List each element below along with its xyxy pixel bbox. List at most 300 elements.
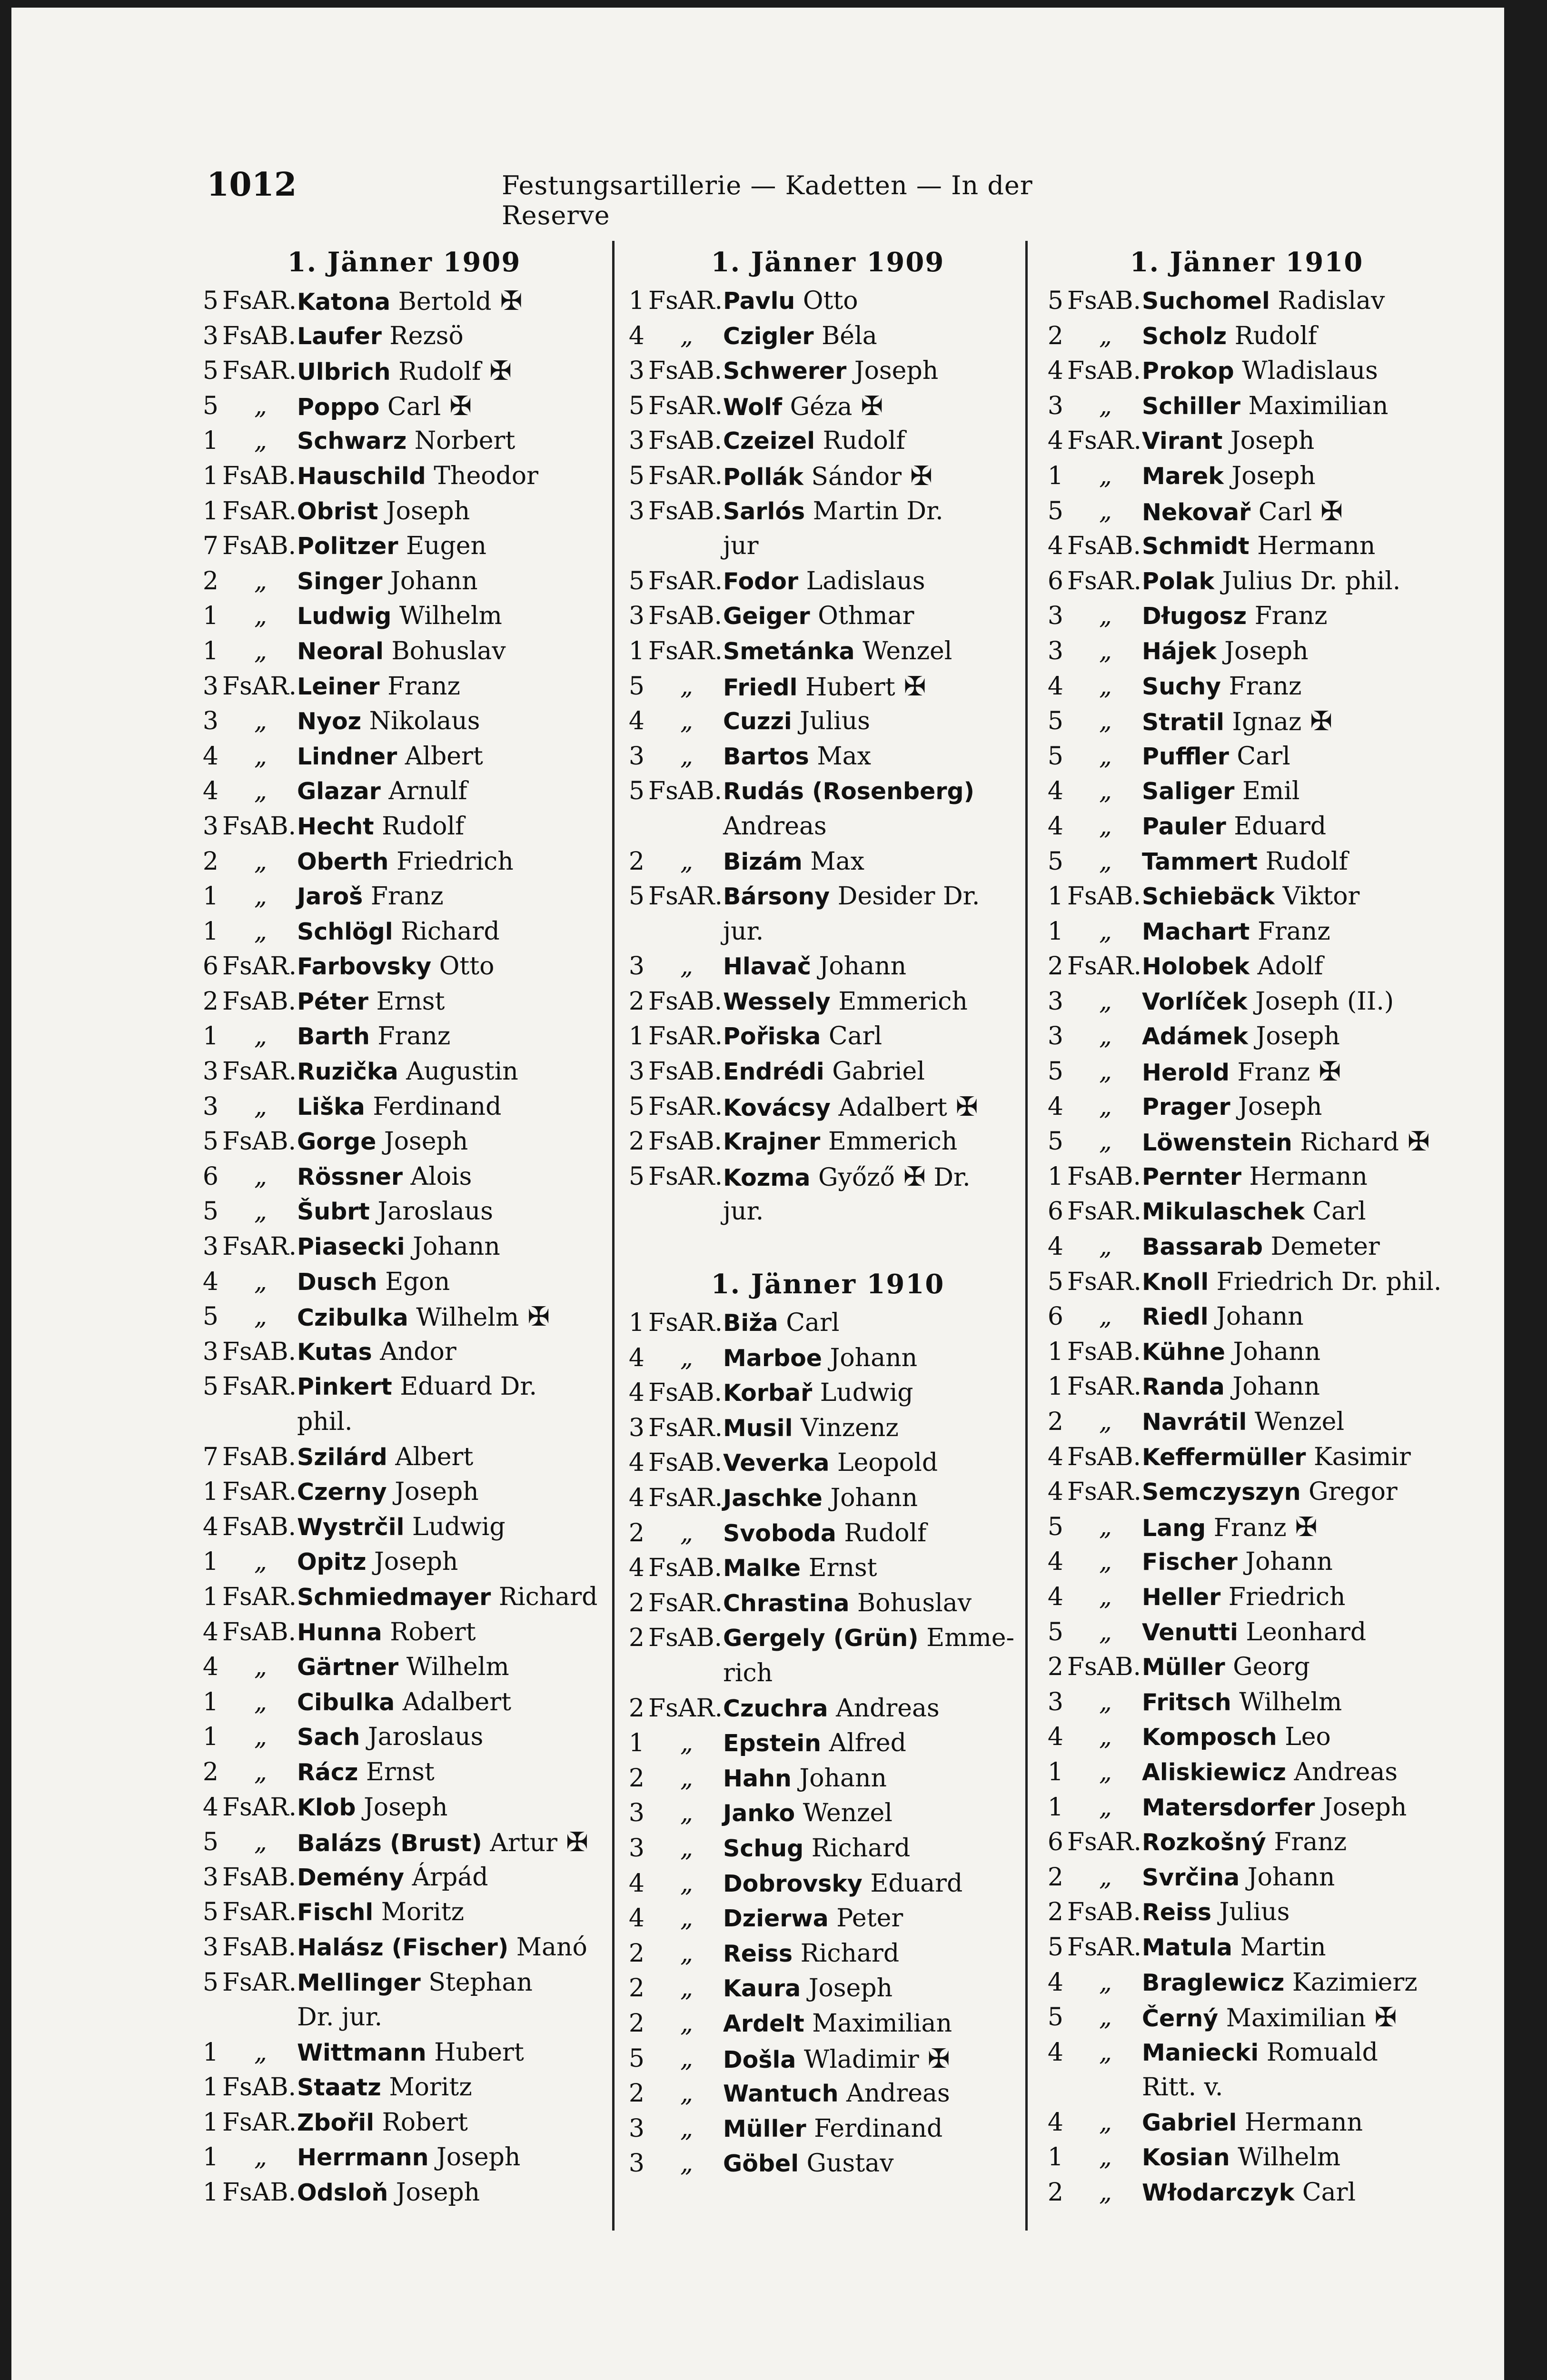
- section-heading: 1. Jänner 1910: [1130, 247, 1364, 278]
- unit-abbrev: FsAB.: [648, 1448, 723, 1478]
- unit-number: 5: [628, 391, 645, 420]
- entry-name: [723, 1551, 877, 1586]
- cross-icon: ✠: [1374, 2002, 1397, 2033]
- list-item: [199, 984, 609, 1020]
- unit-number: 5: [628, 566, 645, 595]
- list-item: [1044, 1054, 1449, 1090]
- list-item: [199, 389, 609, 424]
- ditto-mark: „: [254, 1022, 267, 1051]
- list-item: [199, 1825, 609, 1860]
- given-name: Romuald: [1266, 2038, 1378, 2067]
- given-name: Joseph: [1231, 461, 1316, 490]
- entry-name: [723, 2006, 952, 2042]
- surname: Malke: [723, 1555, 801, 1582]
- unit-number: 5: [202, 1968, 218, 1997]
- unit-number: 1: [1047, 917, 1063, 946]
- ditto-mark: „: [680, 1834, 693, 1863]
- given-name: Joseph: [1224, 636, 1309, 665]
- given-name: Viktor: [1282, 882, 1360, 911]
- surname: Gabriel: [1142, 2109, 1237, 2136]
- unit-abbrev: FsAR.: [222, 1372, 297, 1401]
- unit-number: 4: [1047, 2038, 1063, 2067]
- unit-abbrev: FsAR.: [1067, 1197, 1141, 1226]
- list-item: [625, 739, 1030, 774]
- unit-abbrev: FsAB.: [648, 1378, 723, 1408]
- surname: Polak: [1142, 567, 1215, 595]
- surname: Reiss: [1142, 1899, 1212, 1926]
- surname: Pollák: [723, 463, 803, 491]
- surname: Rudás (Rosenberg): [723, 778, 974, 805]
- ditto-mark: „: [254, 1197, 267, 1226]
- entry-name: [723, 319, 877, 354]
- surname: Kosian: [1142, 2144, 1230, 2172]
- surname: Müller: [723, 2115, 806, 2142]
- unit-number: 5: [628, 882, 645, 911]
- list-item: [625, 1124, 1030, 1160]
- list-item: [1044, 284, 1449, 319]
- unit-number: 5: [202, 1828, 218, 1857]
- unit-abbrev: FsAB.: [1067, 357, 1141, 386]
- list-item: [1044, 1720, 1449, 1755]
- unit-number: 1: [1047, 1757, 1063, 1786]
- continuation-text: jur.: [723, 917, 764, 946]
- list-item: [199, 1510, 609, 1545]
- surname: Bartos: [723, 743, 809, 770]
- list-item: [1044, 1650, 1449, 1685]
- entry-name: [297, 1685, 511, 1720]
- given-name: Bohuslav: [857, 1588, 972, 1617]
- unit-number: 2: [628, 1764, 645, 1793]
- given-name: Wenzel: [803, 1799, 892, 1828]
- unit-number: 1: [628, 1309, 645, 1338]
- ditto-mark: „: [680, 1869, 693, 1898]
- surname: Gorge: [297, 1128, 377, 1156]
- list-item: [199, 739, 609, 774]
- list-item: [1044, 1335, 1449, 1370]
- unit-abbrev: FsAB.: [648, 602, 723, 631]
- given-name: Egon: [385, 1267, 450, 1296]
- ditto-mark: „: [680, 1799, 693, 1828]
- entry-name: [297, 774, 467, 809]
- unit-number: 3: [202, 672, 218, 701]
- list-item: [625, 949, 1030, 984]
- unit-number: 4: [202, 742, 218, 771]
- unit-number: 2: [628, 2079, 645, 2108]
- unit-abbrev: FsAB.: [1067, 1898, 1141, 1927]
- unit-number: 5: [1047, 2003, 1063, 2032]
- entry-name: [723, 1160, 971, 1196]
- given-name: Joseph: [1322, 1793, 1407, 1822]
- ditto-mark: „: [1099, 777, 1112, 806]
- ditto-mark: „: [254, 2038, 267, 2067]
- given-name: Béla: [822, 321, 877, 350]
- given-name: Rudolf: [823, 426, 905, 456]
- given-name: Ernst: [808, 1554, 877, 1583]
- list-item: [199, 949, 609, 984]
- ditto-mark: „: [1099, 1127, 1112, 1156]
- unit-number: 2: [628, 1974, 645, 2003]
- list-item: [1044, 739, 1449, 774]
- list-item: [1044, 2105, 1449, 2141]
- unit-abbrev: FsAB.: [222, 1863, 297, 1892]
- list-item: [1044, 1790, 1449, 1825]
- unit-abbrev: FsAB.: [222, 1337, 297, 1366]
- given-name: Moritz: [381, 1898, 465, 1927]
- given-name: Franz: [1257, 917, 1330, 946]
- given-name: Theodor: [434, 461, 538, 490]
- list-item: [625, 424, 1030, 459]
- entry-name: [297, 634, 506, 669]
- entry-name: [297, 1054, 518, 1090]
- given-name: Max: [810, 847, 864, 876]
- ditto-mark: „: [1099, 1863, 1112, 1892]
- entry-name: [297, 1440, 473, 1475]
- surname: Bizám: [723, 848, 803, 875]
- unit-number: 4: [628, 1554, 645, 1583]
- ditto-mark: „: [254, 426, 267, 456]
- entry-name: [723, 389, 883, 425]
- unit-number: 1: [1047, 461, 1063, 490]
- ditto-mark: „: [254, 636, 267, 665]
- surname: Sach: [297, 1724, 360, 1751]
- given-name: Johann: [1232, 1372, 1320, 1401]
- list-item: [1044, 459, 1449, 494]
- list-item-continuation: [625, 529, 1030, 564]
- unit-number: 5: [202, 1197, 218, 1226]
- list-item: [199, 774, 609, 809]
- list-item: [1044, 1965, 1449, 2001]
- unit-number: 4: [202, 1512, 218, 1541]
- surname: Farbovsky: [297, 953, 432, 981]
- given-name: Wilhelm: [1238, 2143, 1341, 2172]
- given-name: Franz: [1229, 672, 1302, 701]
- unit-number: 3: [628, 742, 645, 771]
- list-item: [199, 1475, 609, 1510]
- list-item: [199, 1440, 609, 1475]
- list-item: [1044, 704, 1449, 739]
- list-item: [625, 1376, 1030, 1411]
- given-name: Hermann: [1249, 1162, 1368, 1191]
- list-item: [199, 1755, 609, 1790]
- given-name: Otto: [803, 287, 858, 315]
- list-item: [199, 704, 609, 739]
- surname: Wessely: [723, 988, 831, 1015]
- ditto-mark: „: [1099, 496, 1112, 526]
- unit-abbrev: FsAB.: [648, 357, 723, 386]
- list-item: [1044, 949, 1449, 984]
- list-item: [199, 2035, 609, 2071]
- entry-name: [1142, 389, 1388, 424]
- surname: Schiller: [1142, 392, 1241, 420]
- list-item: [625, 1901, 1030, 1936]
- entry-name: [723, 1411, 899, 1446]
- entry-name: [723, 1761, 887, 1796]
- unit-number: 3: [202, 321, 218, 350]
- unit-number: 4: [628, 1484, 645, 1512]
- unit-abbrev: FsAB.: [222, 1512, 297, 1541]
- list-item: [625, 494, 1030, 529]
- surname: Ludwig: [297, 603, 392, 630]
- unit-number: 3: [202, 1933, 218, 1962]
- unit-abbrev: FsAR.: [1067, 1267, 1141, 1296]
- entry-name: [297, 669, 460, 704]
- given-name: Desider Dr.: [837, 882, 980, 911]
- entry-name: [297, 1090, 501, 1125]
- entry-name: [723, 984, 968, 1020]
- ditto-mark: „: [680, 1764, 693, 1793]
- unit-number: 4: [628, 1904, 645, 1933]
- list-item: [199, 1860, 609, 1895]
- list-item: [625, 1090, 1030, 1125]
- unit-number: 7: [202, 532, 218, 561]
- list-item: [1044, 1860, 1449, 1895]
- entry-name: [297, 984, 445, 1020]
- list-item: [1044, 2035, 1449, 2071]
- given-name: Maximilian: [812, 2009, 952, 2038]
- unit-number: 3: [628, 357, 645, 386]
- unit-number: 1: [628, 636, 645, 665]
- entry-name: [297, 319, 464, 354]
- given-name: Rudolf: [398, 357, 481, 387]
- ditto-mark: „: [254, 847, 267, 876]
- surname: Schmiedmayer: [297, 1583, 491, 1611]
- surname: Neoral: [297, 637, 384, 665]
- entry-name: [297, 1160, 472, 1195]
- list-item: [1044, 1580, 1449, 1615]
- given-name: Rudolf: [382, 812, 465, 841]
- surname: Musil: [723, 1414, 793, 1442]
- unit-number: 5: [628, 2044, 645, 2073]
- given-name: Julius: [1219, 1898, 1290, 1927]
- entry-name: [297, 879, 444, 914]
- entry-name: [1142, 1265, 1441, 1300]
- given-name: Carl: [1237, 742, 1290, 771]
- entry-name: [297, 844, 514, 880]
- unit-abbrev: FsAR.: [222, 1478, 297, 1507]
- surname: Czibulka: [297, 1304, 408, 1332]
- unit-number: 5: [1047, 1127, 1063, 1156]
- given-name: Franz: [1237, 1058, 1310, 1087]
- entry-name: [297, 1790, 447, 1825]
- list-item: [625, 599, 1030, 634]
- ditto-mark: „: [254, 777, 267, 806]
- entry-name: [1142, 1440, 1411, 1475]
- given-name: Johann: [1216, 1302, 1304, 1331]
- surname: Staatz: [297, 2074, 381, 2102]
- surname: Katona: [297, 288, 391, 316]
- unit-number: 1: [202, 2143, 218, 2172]
- unit-abbrev: FsAR.: [648, 1309, 723, 1338]
- ditto-mark: „: [254, 2143, 267, 2172]
- cross-icon: ✠: [903, 1161, 926, 1192]
- given-name: Carl: [1312, 1197, 1366, 1226]
- entry-name: [723, 1090, 978, 1126]
- entry-name: [723, 634, 952, 669]
- unit-number: 3: [628, 496, 645, 526]
- entry-name: [297, 1335, 456, 1370]
- given-name: Rudolf: [844, 1518, 927, 1547]
- list-item: [199, 1230, 609, 1265]
- ditto-mark: „: [1099, 321, 1112, 350]
- surname: Hájek: [1142, 637, 1217, 665]
- ditto-mark: „: [254, 1547, 267, 1577]
- unit-number: 4: [1047, 1968, 1063, 1997]
- list-item: [199, 564, 609, 599]
- list-item: [1044, 809, 1449, 844]
- ditto-mark: „: [1099, 1232, 1112, 1261]
- given-name: Max: [817, 742, 871, 771]
- surname: Braglewicz: [1142, 1969, 1285, 1996]
- list-item: [1044, 669, 1449, 704]
- ditto-mark: „: [254, 1302, 267, 1331]
- surname: Schwarz: [297, 427, 407, 455]
- entry-name: [1142, 1510, 1318, 1546]
- unit-abbrev: FsAB.: [1067, 1442, 1141, 1471]
- list-item: [199, 844, 609, 880]
- unit-number: 2: [202, 987, 218, 1016]
- ditto-mark: „: [680, 1343, 693, 1372]
- document-page: [11, 8, 1504, 2380]
- given-name: Franz: [377, 1022, 451, 1051]
- surname: Barth: [297, 1023, 370, 1051]
- given-name: Adalbert: [402, 1687, 511, 1716]
- unit-number: 4: [628, 707, 645, 736]
- given-name: Julius: [800, 707, 870, 736]
- list-item: [199, 914, 609, 950]
- list-item: [1044, 1299, 1449, 1335]
- entry-name: [723, 704, 870, 739]
- unit-abbrev: FsAR.: [222, 357, 297, 386]
- unit-number: 4: [1047, 1232, 1063, 1261]
- entry-name: [1142, 2140, 1340, 2175]
- unit-number: 3: [202, 1232, 218, 1261]
- given-name: Friedrich: [1228, 1582, 1346, 1611]
- given-name: Joseph (II.): [1255, 987, 1394, 1016]
- unit-abbrev: FsAB.: [222, 812, 297, 841]
- list-item: [625, 1761, 1030, 1796]
- ditto-mark: „: [254, 1828, 267, 1857]
- unit-number: 5: [1047, 1617, 1063, 1646]
- list-item: [199, 1124, 609, 1160]
- entry-name: [723, 1516, 926, 1551]
- surname: Rössner: [297, 1163, 403, 1190]
- unit-abbrev: FsAR.: [1067, 566, 1141, 595]
- unit-number: 5: [1047, 1057, 1063, 1086]
- surname: Schiebäck: [1142, 883, 1275, 911]
- given-name: Albert: [405, 742, 483, 771]
- list-item: [625, 354, 1030, 389]
- list-item: [199, 1194, 609, 1230]
- unit-number: 2: [628, 1939, 645, 1968]
- entry-name: [723, 949, 906, 984]
- given-name: Alois: [410, 1162, 472, 1191]
- list-item: [1044, 1545, 1449, 1580]
- unit-abbrev: FsAB.: [648, 1554, 723, 1583]
- unit-number: 2: [1047, 1898, 1063, 1927]
- given-name: Demeter: [1270, 1232, 1380, 1261]
- surname: Chrastina: [723, 1589, 850, 1617]
- surname: Endrédi: [723, 1058, 824, 1086]
- unit-abbrev: FsAR.: [1067, 1828, 1141, 1857]
- unit-number: 4: [628, 1378, 645, 1408]
- entry-name: [1142, 599, 1328, 634]
- entry-name: [1142, 1685, 1342, 1720]
- ditto-mark: „: [1099, 461, 1112, 490]
- entry-name: [723, 1831, 910, 1866]
- surname: Wittmann: [297, 2039, 426, 2066]
- given-name: Norbert: [414, 426, 516, 456]
- given-name: Johann: [819, 952, 907, 981]
- list-item: [1044, 1615, 1449, 1650]
- unit-number: 4: [1047, 1442, 1063, 1471]
- list-item: [625, 984, 1030, 1020]
- surname: Nyoz: [297, 708, 362, 735]
- surname: Knoll: [1142, 1268, 1209, 1296]
- ditto-mark: „: [1099, 917, 1112, 946]
- surname: Venutti: [1142, 1618, 1238, 1646]
- surname: Korbař: [723, 1379, 813, 1407]
- surname: Włodarczyk: [1142, 2179, 1295, 2207]
- ditto-mark: „: [254, 391, 267, 420]
- surname: Pernter: [1142, 1163, 1242, 1190]
- unit-abbrev: FsAB.: [648, 1057, 723, 1086]
- surname: Stratil: [1142, 709, 1224, 736]
- ditto-mark: „: [1099, 707, 1112, 736]
- list-item: [199, 354, 609, 389]
- unit-number: 2: [202, 566, 218, 595]
- surname: Jaschke: [723, 1485, 823, 1512]
- unit-number: 4: [202, 1653, 218, 1682]
- given-name: Franz: [1213, 1513, 1287, 1542]
- unit-number: 1: [202, 636, 218, 665]
- surname: Péter: [297, 988, 368, 1015]
- title-suffix: Dr.: [933, 1163, 971, 1192]
- unit-number: 2: [628, 1694, 645, 1723]
- entry-name: [1142, 529, 1375, 564]
- entry-name: [723, 1341, 917, 1376]
- entry-name: [723, 2076, 950, 2112]
- cross-icon: ✠: [1295, 1511, 1318, 1543]
- unit-number: 1: [1047, 1793, 1063, 1822]
- list-item: [199, 529, 609, 564]
- unit-number: 3: [202, 707, 218, 736]
- list-item: [625, 1936, 1030, 1972]
- surname: Göbel: [723, 2150, 799, 2178]
- unit-number: 6: [202, 952, 218, 981]
- surname: Pořiska: [723, 1023, 821, 1051]
- entry-name: [297, 2105, 468, 2141]
- unit-number: 3: [628, 2149, 645, 2178]
- list-item: [199, 1580, 609, 1615]
- unit-number: 4: [202, 1267, 218, 1296]
- list-item: [199, 634, 609, 669]
- list-item: [1044, 984, 1449, 1020]
- entry-name: [297, 1615, 476, 1650]
- unit-number: 4: [1047, 777, 1063, 806]
- column-middle: [625, 241, 1030, 2182]
- list-item: [199, 1965, 609, 2001]
- surname: Černý: [1142, 2005, 1219, 2033]
- surname: Lindner: [297, 743, 397, 770]
- given-name: Albert: [395, 1442, 474, 1471]
- continuation-text: jur.: [723, 1197, 764, 1226]
- list-item: [1044, 1265, 1449, 1300]
- given-name: Friedrich Dr. phil.: [1216, 1267, 1442, 1296]
- entry-name: [723, 774, 974, 809]
- surname: Poppo: [297, 393, 380, 421]
- surname: Szilárd: [297, 1443, 387, 1471]
- entry-name: [1142, 1755, 1398, 1790]
